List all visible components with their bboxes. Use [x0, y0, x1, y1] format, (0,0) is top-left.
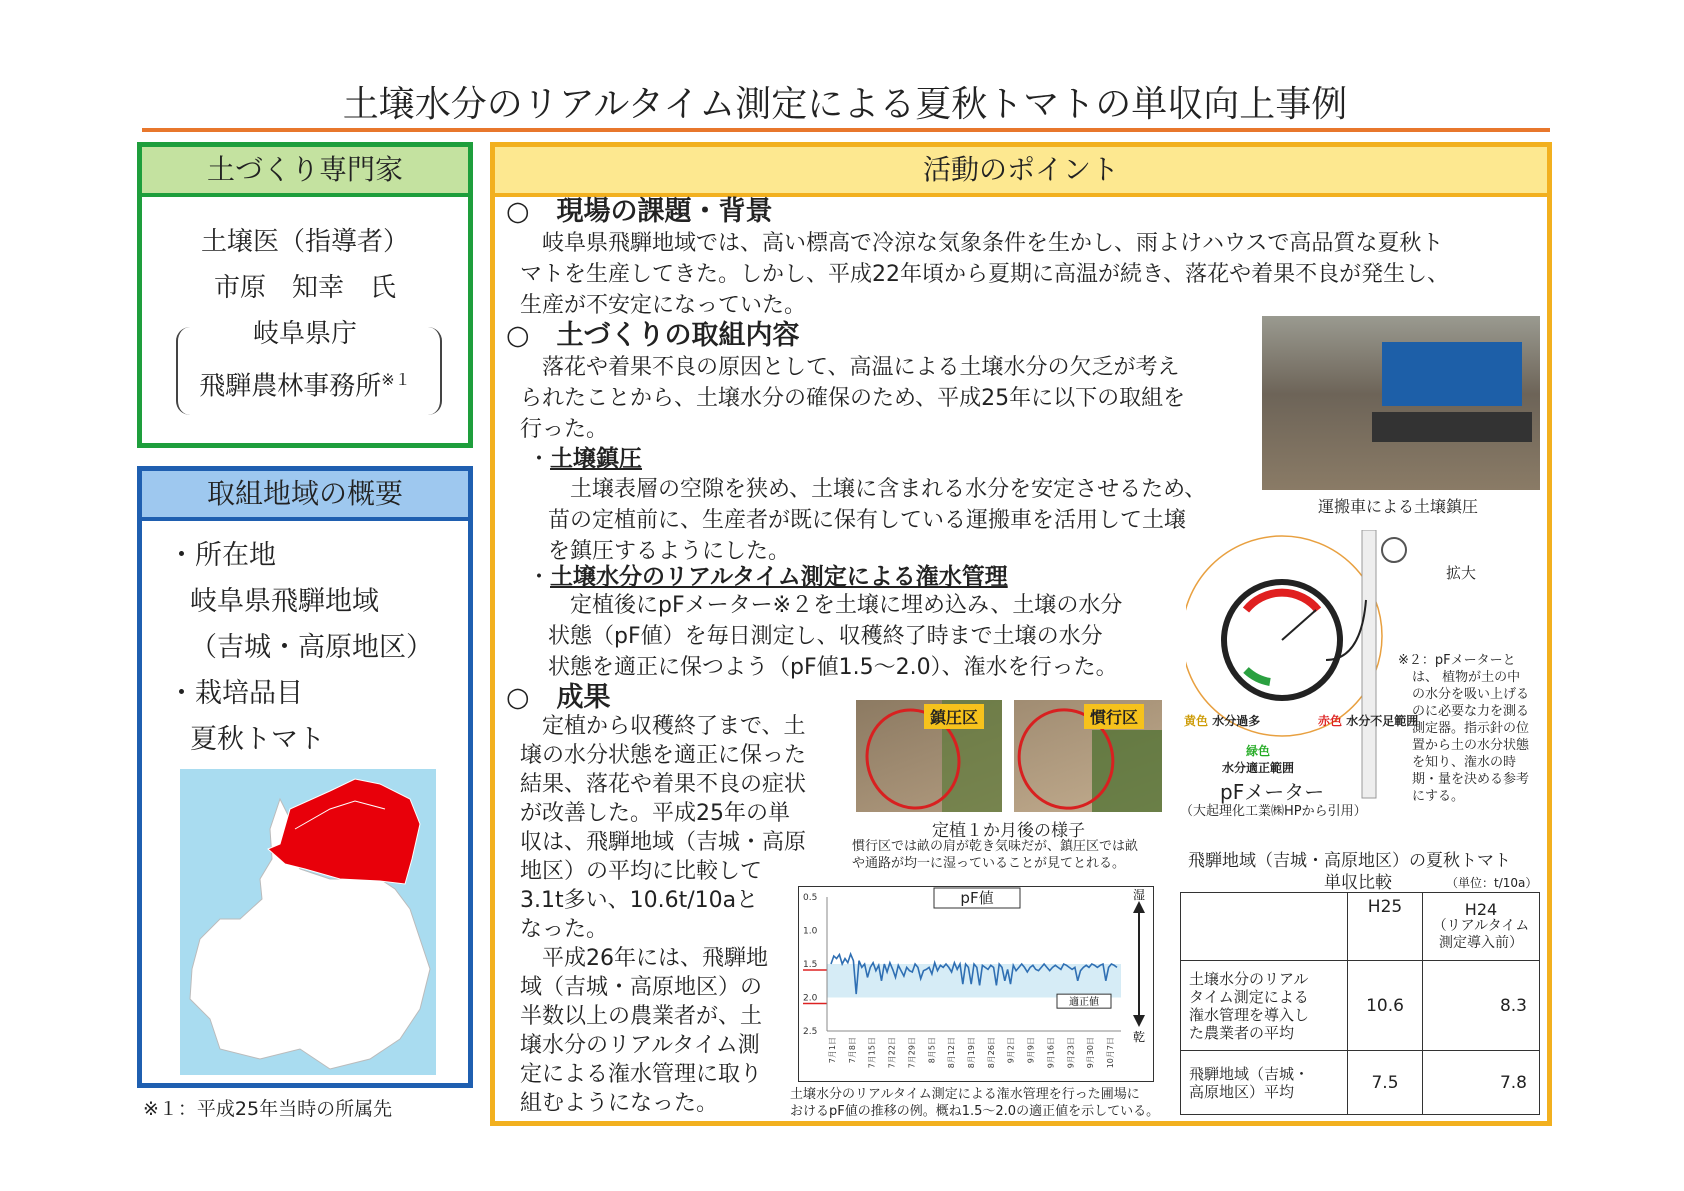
x-tick-label: 7月1日 — [828, 1037, 837, 1064]
table-header-row — [1181, 893, 1540, 961]
section3-line: なった。 — [520, 917, 609, 942]
y-tick-label: 1.5 — [803, 960, 818, 970]
meter-green-label — [1222, 742, 1294, 776]
meter-small-gauge — [1382, 538, 1406, 562]
section2-line1: 落花や着果不良の原因として、高温による土壌水分の欠乏が考え — [520, 355, 1180, 380]
section3-line: 定による潅水管理に取り — [520, 1062, 763, 1087]
row1-h24: 8.3 — [1423, 961, 1540, 1051]
x-tick-label: 7月8日 — [847, 1037, 857, 1064]
table-row — [1181, 961, 1540, 1051]
section2-line2: られたことから、土壌水分の確保のため、平成25年に以下の取組を — [520, 386, 1186, 411]
field-note-line1: 慣行区では畝の肩が乾き気味だが、鎮圧区では畝 — [852, 839, 1139, 854]
note2-line3: の水分を吸い上げる — [1412, 687, 1530, 702]
section1-line1: 岐阜県飛騨地域では、高い標高で冷涼な気象条件を生かし、雨よけハウスで高品質な夏秋ト — [520, 231, 1444, 256]
col-h24 — [1423, 893, 1540, 961]
sub1-heading — [528, 444, 642, 475]
x-tick-label: 8月5日 — [927, 1037, 937, 1064]
x-tick-label: 9月30日 — [1086, 1037, 1096, 1069]
chart-note-line2: おけるpF値の推移の例。概ね1.5～2.0の適正値を示している。 — [790, 1104, 1160, 1119]
section3-line: 結果、落花や着果不良の症状 — [520, 772, 807, 797]
section3-line: 平成26年には、飛騨地 — [520, 946, 768, 971]
expert-org2-text: 飛騨農林事務所 — [199, 371, 382, 402]
sub2-line2: 状態（pF値）を毎日測定し、収穫終了時まで土壌の水分 — [548, 624, 1103, 649]
section3-text — [520, 712, 840, 1118]
col-h24-line2: （リアルタイム — [1432, 918, 1530, 934]
row1-label-line4: た農業者の平均 — [1189, 1023, 1295, 1042]
x-tick-label: 9月9日 — [1026, 1037, 1036, 1064]
location-value: 岐阜県飛騨地域 — [190, 586, 379, 617]
section3-line: 3.1t多い、10.6t/10aと — [520, 888, 759, 913]
expert-box — [137, 142, 473, 448]
col-h25: H25 — [1348, 893, 1423, 961]
section3-line: 定植から収穫終了まで、土 — [520, 714, 806, 739]
conventional-plot-photo — [1014, 700, 1162, 812]
col-h24-line1: H24 — [1464, 900, 1498, 919]
section3-line: が改善した。平成25年の単 — [520, 801, 790, 826]
crop-label: ・栽培品目 — [168, 678, 303, 709]
meter-red-text: 赤色 — [1318, 714, 1343, 728]
sub1-line3: を鎮圧するようにした。 — [548, 539, 791, 564]
section3-line: 組むようになった。 — [520, 1091, 719, 1116]
footnote-1: ※１：平成25年当時の所属先 — [143, 1098, 393, 1120]
section3-line: 地区）の平均に比較して — [520, 859, 763, 884]
expert-org2-note: ※１ — [381, 370, 411, 389]
x-tick-label: 8月26日 — [986, 1037, 996, 1069]
section1-line2: マトを生産してきた。しかし、平成22年頃から夏期に高温が続き、落花や着果不良が発生し、 — [520, 262, 1450, 287]
arrow-head-up — [1133, 901, 1145, 913]
x-tick-label: 9月2日 — [1006, 1037, 1016, 1064]
x-tick-label: 10月7日 — [1106, 1037, 1115, 1069]
meter-yellow-label — [1184, 712, 1260, 729]
section1-title: ○ 現場の課題・背景 — [506, 196, 773, 227]
section3-line: 壌水分のリアルタイム測 — [520, 1033, 760, 1058]
meter-yellow-text: 黄色 — [1184, 714, 1209, 728]
section3-line: 半数以上の農業者が、土 — [520, 1004, 763, 1029]
yield-table — [1180, 892, 1540, 1115]
field-note-line2: や通路が均一に湿っていることが見てとれる。 — [852, 856, 1126, 871]
x-tick-label: 9月23日 — [1066, 1037, 1076, 1069]
row2-label-line1: 飛騨地域（吉城・ — [1189, 1064, 1310, 1083]
x-tick-label: 8月19日 — [967, 1037, 976, 1069]
section3-line: 収は、飛騨地域（吉城・高原 — [520, 830, 807, 855]
section2-title: ○ 土づくりの取組内容 — [506, 320, 800, 351]
row1-label-line3: 潅水管理を導入し — [1189, 1005, 1310, 1024]
expert-box-heading: 土づくり専門家 — [142, 147, 468, 197]
table-unit: （単位：t/10a） — [1446, 876, 1538, 890]
pf-meter-note — [1398, 652, 1529, 805]
dry-label: 乾 — [1133, 1030, 1146, 1044]
sub2-text — [548, 590, 1188, 683]
note2-line6: 置から土の水分状態 — [1412, 738, 1530, 753]
meter-green-text: 緑色 — [1246, 744, 1271, 758]
field-photo-caption: 定植１か月後の様子 — [932, 821, 1085, 841]
chart-title: pF値 — [960, 889, 994, 907]
note2-line7: を知り、潅水の時 — [1412, 755, 1517, 770]
conventional-label: 慣行区 — [1084, 704, 1144, 729]
section2-line3: 行った。 — [520, 417, 609, 442]
zoom-label: 拡大 — [1446, 564, 1477, 582]
table-row — [1181, 1051, 1540, 1115]
row1-h25: 10.6 — [1348, 961, 1423, 1051]
sub2-heading — [528, 562, 1008, 593]
meter-red-desc: 水分不足範囲 — [1346, 714, 1419, 728]
note2-line2: は、 植物が土の中 — [1412, 670, 1521, 685]
table-title-1: 飛騨地域（吉城・高原地区）の夏秋トマト — [1188, 851, 1511, 871]
sub1-title: 土壌鎮圧 — [550, 446, 643, 472]
field-photo-note — [852, 838, 1138, 872]
meter-stem — [1362, 530, 1376, 798]
meter-caption: pFメーター — [1220, 780, 1325, 804]
meter-source: （大起理化工業㈱HPから引用） — [1180, 804, 1367, 819]
chart-note — [790, 1086, 1159, 1120]
page-title: 土壌水分のリアルタイム測定による夏秋トマトの単収向上事例 — [342, 84, 1348, 125]
chart-note-line1: 土壌水分のリアルタイム測定による潅水管理を行った圃場に — [790, 1087, 1140, 1102]
section3-title: ○ 成果 — [506, 682, 611, 713]
area-info — [168, 533, 433, 763]
location-detail: （吉城・高原地区） — [190, 632, 433, 663]
row2-h24: 7.8 — [1423, 1051, 1540, 1115]
vehicle-shape — [1382, 342, 1522, 406]
expert-role: 土壌医（指導者） — [200, 227, 409, 257]
section3-line: 壌の水分状態を適正に保った — [520, 743, 807, 768]
note2-line9: にする。 — [1412, 789, 1465, 804]
compacted-label: 鎮圧区 — [924, 704, 984, 729]
section1-line3: 生産が不安定になっていた。 — [520, 293, 807, 318]
pf-chart — [798, 886, 1154, 1082]
compaction-photo — [1262, 316, 1540, 490]
x-tick-label: 7月29日 — [907, 1037, 917, 1069]
sub1-bullet: ・ — [528, 447, 551, 472]
section1-text — [520, 228, 1540, 321]
activity-heading: 活動のポイント — [495, 147, 1547, 197]
sub2-line1: 定植後にpFメーター※２を土壌に埋め込み、土壌の水分 — [548, 593, 1123, 618]
y-tick-label: 2.0 — [803, 993, 818, 1004]
sub2-title: 土壌水分のリアルタイム測定による潅水管理 — [550, 564, 1008, 590]
note2-line5: 測定器。指示針の位 — [1412, 721, 1530, 736]
x-tick-label: 7月22日 — [887, 1037, 897, 1069]
band-label: 適正値 — [1069, 997, 1099, 1009]
area-box-heading: 取組地域の概要 — [142, 471, 468, 521]
gifu-map-svg — [180, 769, 436, 1075]
title-underline — [142, 128, 1550, 132]
sub1-line1: 土壌表層の空隙を狭め、土壌に含まれる水分を安定させるため、 — [548, 477, 1207, 502]
y-tick-label: 0.5 — [803, 893, 818, 903]
vehicle-tracks — [1372, 412, 1532, 442]
expert-name: 市原 知幸 氏 — [213, 273, 396, 303]
x-tick-label: 7月15日 — [867, 1037, 877, 1069]
y-tick-label: 1.0 — [803, 926, 818, 937]
row2-label-line2: 高原地区）平均 — [1189, 1082, 1295, 1101]
note2-line4: のに必要な力を測る — [1412, 704, 1530, 719]
row1-label — [1181, 961, 1348, 1051]
location-label: ・所在地 — [168, 540, 276, 571]
sub2-line3: 状態を適正に保つよう（pF値1.5～2.0）、潅水を行った。 — [548, 655, 1118, 680]
wet-label: 湿 — [1133, 888, 1146, 902]
section3-line: 域（吉城・高原地区）の — [520, 975, 763, 1000]
arrow-head-down — [1133, 1015, 1145, 1027]
row1-label-line2: タイム測定による — [1189, 987, 1309, 1006]
sub2-bullet: ・ — [528, 565, 551, 590]
crop-value: 夏秋トマト — [190, 724, 325, 755]
expert-org1: 岐阜県庁 — [252, 319, 357, 349]
sub1-text — [548, 474, 1278, 567]
row1-label-line1: 土壌水分のリアル — [1189, 969, 1309, 988]
row2-h25: 7.5 — [1348, 1051, 1423, 1115]
org-bracket — [176, 327, 442, 415]
area-box — [137, 466, 473, 1088]
y-tick-label: 2.5 — [803, 1027, 818, 1037]
table-corner — [1181, 893, 1348, 961]
meter-green-desc: 水分適正範囲 — [1222, 761, 1295, 775]
note2-line1: ※２：pFメーターと — [1398, 653, 1516, 668]
meter-yellow-desc: 水分過多 — [1212, 714, 1261, 728]
x-tick-label: 8月12日 — [947, 1037, 957, 1069]
compaction-photo-caption: 運搬車による土壌鎮圧 — [1318, 497, 1479, 516]
col-h24-line3: 測定導入前） — [1439, 935, 1523, 951]
compacted-plot-photo — [856, 700, 1002, 812]
x-tick-label: 9月16日 — [1046, 1037, 1056, 1069]
table-title-2: 単収比較 — [1324, 873, 1392, 893]
sub1-line2: 苗の定植前に、生産者が既に保有している運搬車を活用して土壌 — [548, 508, 1187, 533]
gifu-map — [180, 769, 436, 1075]
row2-label — [1181, 1051, 1348, 1115]
note2-line8: 期・量を決める参考 — [1412, 772, 1530, 787]
section2-text — [520, 352, 1260, 445]
